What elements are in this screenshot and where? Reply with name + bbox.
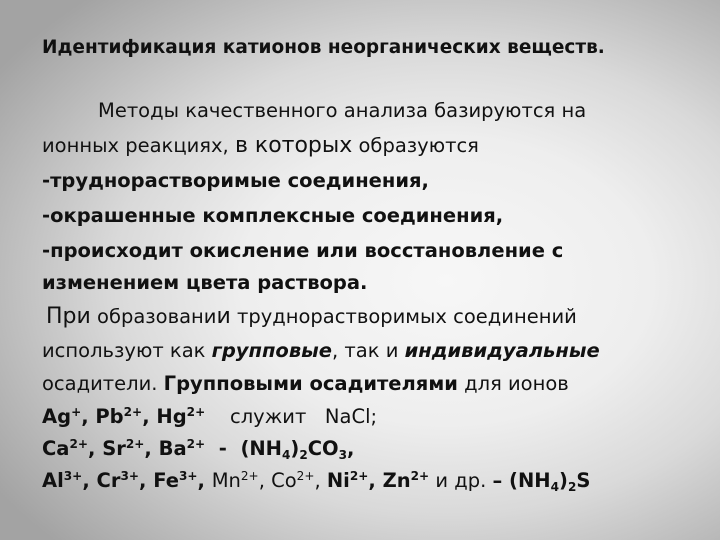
separator: , (258, 469, 272, 492)
precip-text-rest: труднорастворимых соединений (230, 305, 577, 328)
ion-mn-charge: 2+ (240, 469, 259, 484)
separator: , (88, 437, 103, 460)
intro-text-2b: в которых (234, 133, 353, 158)
intro-text-1: Методы качественного анализа базируются на (98, 99, 587, 122)
ion-co: Co (271, 469, 297, 492)
separator: , (82, 469, 97, 492)
ion-al-charge: 3+ (63, 469, 83, 484)
ion-ba-charge: 2+ (186, 437, 206, 452)
group-line-3 (42, 468, 590, 494)
precip-text-i: и (216, 304, 231, 329)
ion-ni: Ni (326, 469, 350, 492)
reagent-ammonium-sulfide: $(NH_4)_2S$ (509, 469, 591, 494)
precip-line-3 (42, 371, 569, 397)
precip-text-use: используют как (42, 339, 212, 362)
intro-line-2 (42, 133, 479, 159)
group-line-1 (42, 404, 377, 430)
dash: – (492, 469, 510, 492)
separator: , (81, 405, 96, 428)
slide-title: Идентификация катионов неорганических веществ. (42, 37, 605, 58)
ion-fe-charge: 3+ (178, 469, 198, 484)
ion-al: Al (42, 469, 64, 492)
ion-ag-charge: + (71, 405, 82, 420)
precip-text-and: , так и (332, 339, 405, 362)
precip-line-1 (46, 304, 577, 330)
group-line-2 (42, 436, 354, 462)
ion-fe: Fe (153, 469, 179, 492)
precip-text-pri: При (46, 304, 91, 329)
precip-text-group-reagents: Групповыми осадителями (163, 372, 458, 395)
text-etc: и др. (429, 469, 493, 492)
separator: , (144, 437, 159, 460)
precip-text-osaditeli: осадители. (42, 372, 164, 395)
ion-pb: Pb (95, 405, 124, 428)
dash: - (205, 437, 241, 460)
list-item-redox: -происходит окисление или восстановление с (42, 239, 564, 262)
list-item-precipitates: -труднорастворимые соединения, (42, 169, 429, 192)
separator: , (314, 469, 327, 492)
precip-text-for-ions: для ионов (457, 372, 569, 395)
ion-ag: Ag (42, 405, 72, 428)
separator: , (138, 469, 154, 492)
ion-sr-charge: 2+ (125, 437, 145, 452)
precip-text-individual: индивидуальные (404, 339, 600, 362)
ion-pb-charge: 2+ (123, 405, 143, 420)
reagent-ammonium-carbonate: $(NH_4)_2CO_3$, (240, 437, 355, 462)
ion-ca-charge: 2+ (69, 437, 89, 452)
separator: , (142, 405, 157, 428)
reagent-nacl: NaCl; (324, 405, 378, 428)
precip-text-obrazovani: образовани (90, 305, 217, 328)
ion-ni-charge: 2+ (349, 469, 369, 484)
intro-line-1 (98, 98, 586, 124)
intro-text-2a: ионных реакциях, (42, 134, 235, 157)
precip-line-2 (42, 338, 600, 364)
list-item-complexes: -окрашенные комплексные соединения, (42, 204, 504, 227)
ion-cr-charge: 3+ (120, 469, 139, 484)
ion-zn-charge: 2+ (410, 469, 430, 484)
intro-text-2c: образуются (352, 134, 479, 157)
ion-ca: Ca (42, 437, 70, 460)
precip-text-group: групповые (211, 339, 333, 362)
ion-ba: Ba (158, 437, 187, 460)
ion-mn: Mn (211, 469, 241, 492)
separator: , (197, 469, 212, 492)
ion-sr: Sr (102, 437, 126, 460)
list-item-redox-cont: изменением цвета раствора. (42, 271, 368, 294)
ion-hg-charge: 2+ (186, 405, 206, 420)
ion-co-charge: 2+ (296, 469, 315, 484)
ion-cr: Cr (96, 469, 121, 492)
verb-serves: служит (205, 405, 325, 428)
ion-zn: Zn (382, 469, 411, 492)
separator: , (368, 469, 383, 492)
ion-hg: Hg (156, 405, 187, 428)
